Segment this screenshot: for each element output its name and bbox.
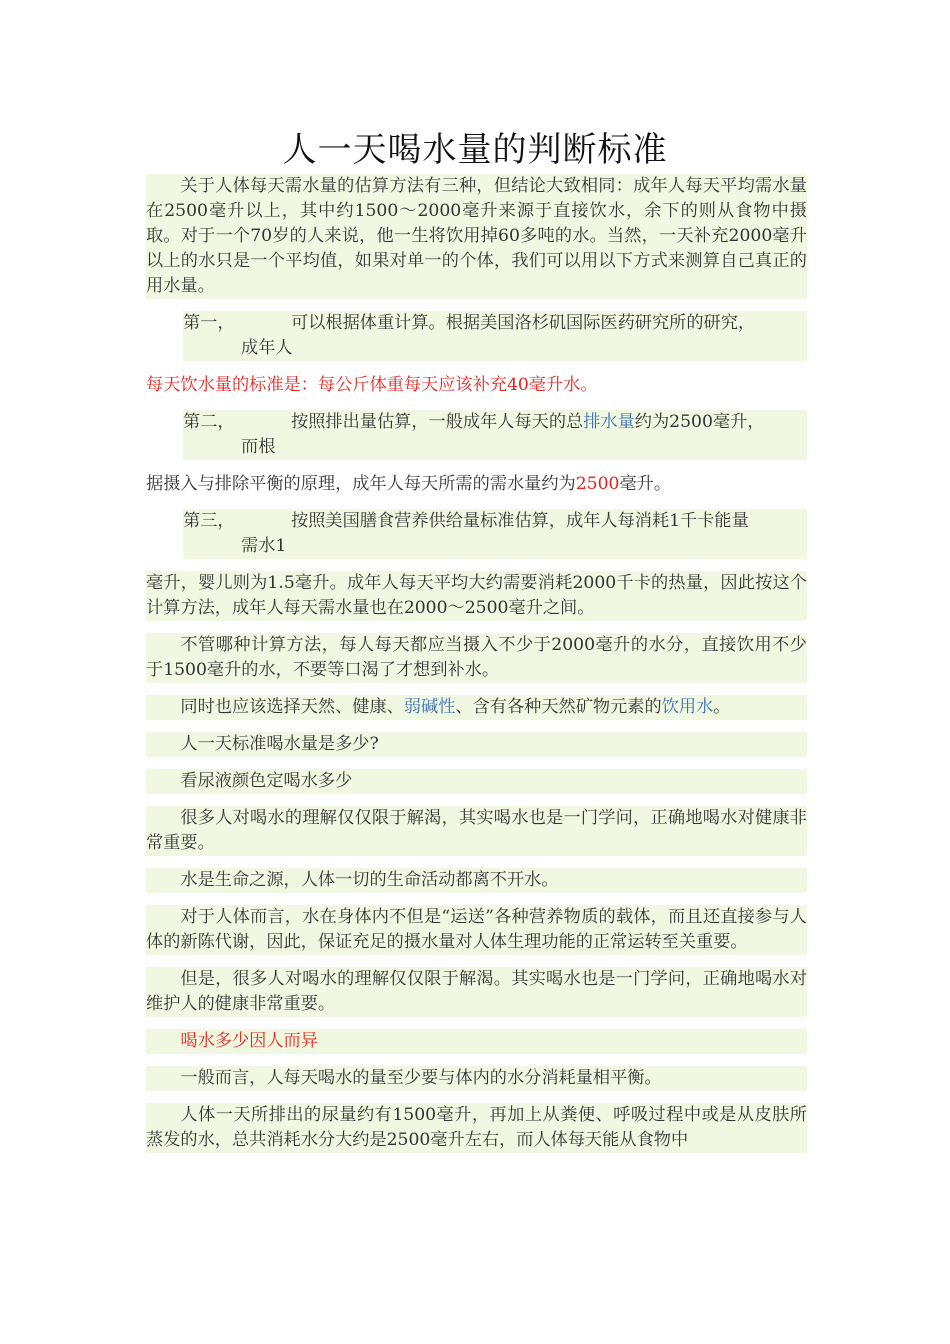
paragraph-any-method: 不管哪种计算方法，每人每天都应当摄入不少于2000毫升的水分，直接饮用不少于1500毫升的水，不要等口渴了才想到补水。 <box>146 633 807 683</box>
paragraph-urine: 人体一天所排出的尿量约有1500毫升，再加上从粪便、呼吸过程中或是从皮肤所蒸发的水，总共消耗水分大约是2500毫升左右，而人体每天能从食物中 <box>146 1103 807 1153</box>
method-third-line2: 需水1 <box>241 536 287 556</box>
method-second-number: 第二， <box>183 412 235 432</box>
method-second-after-a: 据摄入与排除平衡的原理，成年人每天所需的需水量约为 <box>146 474 576 494</box>
choose-text-c: 。 <box>713 697 731 717</box>
method-second-text <box>241 410 807 460</box>
paragraph-body: 对于人体而言，水在身体内不但是“运送”各种营养物质的载体，而且还直接参与人体的新陈代谢，因此，保证充足的摄水量对人体生理功能的正常运转至关重要。 <box>146 905 807 955</box>
urine-color-heading: 看尿液颜色定喝水多少 <box>146 769 807 794</box>
drainage-volume-link[interactable]: 排水量 <box>583 412 635 432</box>
section-heading-varies: 喝水多少因人而异 <box>146 1029 807 1054</box>
choose-text-b: 、含有各种天然矿物元素的 <box>455 697 662 717</box>
choose-text-a: 同时也应该选择天然、健康、 <box>180 697 404 717</box>
intro-paragraph: 关于人体每天需水量的估算方法有三种，但结论大致相同：成年人每天平均需水量在2500毫升以上，其中约1500～2000毫升来源于直接饮水，余下的则从食物中摄取。对于一个70岁的人来说，他一生将饮用掉60多吨的水。当然，一天补充2000毫升以上的水只是一个平均值，如果对单一的个体，我们可以用以下方式来测算自己真正的用水量。 <box>146 174 807 299</box>
method-third-number: 第三， <box>183 511 235 531</box>
method-first-line2: 成年人 <box>241 338 293 358</box>
method-second-after-b: 毫升。 <box>619 474 672 494</box>
paragraph-many-people-2: 但是，很多人对喝水的理解仅仅限于解渴。其实喝水也是一门学问，正确地喝水对维护人的健康非常重要。 <box>146 967 807 1017</box>
method-third-conclusion: 毫升，婴儿则为1.5毫升。成年人每天平均大约需要消耗2000千卡的热量，因此按这个计算方法，成年人每天需水量也在2000～2500毫升之间。 <box>146 571 807 621</box>
method-second-line1 <box>291 410 807 435</box>
question-heading: 人一天标准喝水量是多少? <box>146 732 807 757</box>
method-first-line1: 可以根据体重计算。根据美国洛杉矶国际医药研究所的研究， <box>291 313 756 333</box>
method-third <box>183 509 807 559</box>
paragraph-source-of-life: 水是生命之源，人体一切的生命活动都离不开水。 <box>146 868 807 893</box>
drinking-water-link[interactable]: 饮用水 <box>661 697 714 717</box>
method-first <box>183 311 807 361</box>
alkaline-link[interactable]: 弱碱性 <box>403 697 456 717</box>
method-third-line1: 按照美国膳食营养供给量标准估算，成年人每消耗1千卡能量 <box>291 511 749 531</box>
document-body <box>146 174 807 1153</box>
method-second-line1-a: 按照排出量估算，一般成年人每天的总 <box>291 412 584 432</box>
method-first-conclusion: 每天饮水量的标准是：每公斤体重每天应该补充40毫升水。 <box>146 375 598 395</box>
paragraph-many-people-1: 很多人对喝水的理解仅仅限于解渴，其实喝水也是一门学问，正确地喝水对健康非常重要。 <box>146 806 807 856</box>
paragraph-general: 一般而言，人每天喝水的量至少要与体内的水分消耗量相平衡。 <box>146 1066 807 1091</box>
method-first-text <box>241 311 807 361</box>
method-second <box>183 410 807 460</box>
paragraph-choose-water <box>146 695 807 720</box>
document-title: 人一天喝水量的判断标准 <box>282 130 668 170</box>
method-second-conclusion <box>146 472 807 497</box>
method-second-line2: 而根 <box>241 437 276 457</box>
method-third-text <box>241 509 807 559</box>
method-first-number: 第一， <box>183 313 235 333</box>
method-second-line1-b: 约为2500毫升， <box>634 412 765 432</box>
method-second-value: 2500 <box>575 474 620 494</box>
